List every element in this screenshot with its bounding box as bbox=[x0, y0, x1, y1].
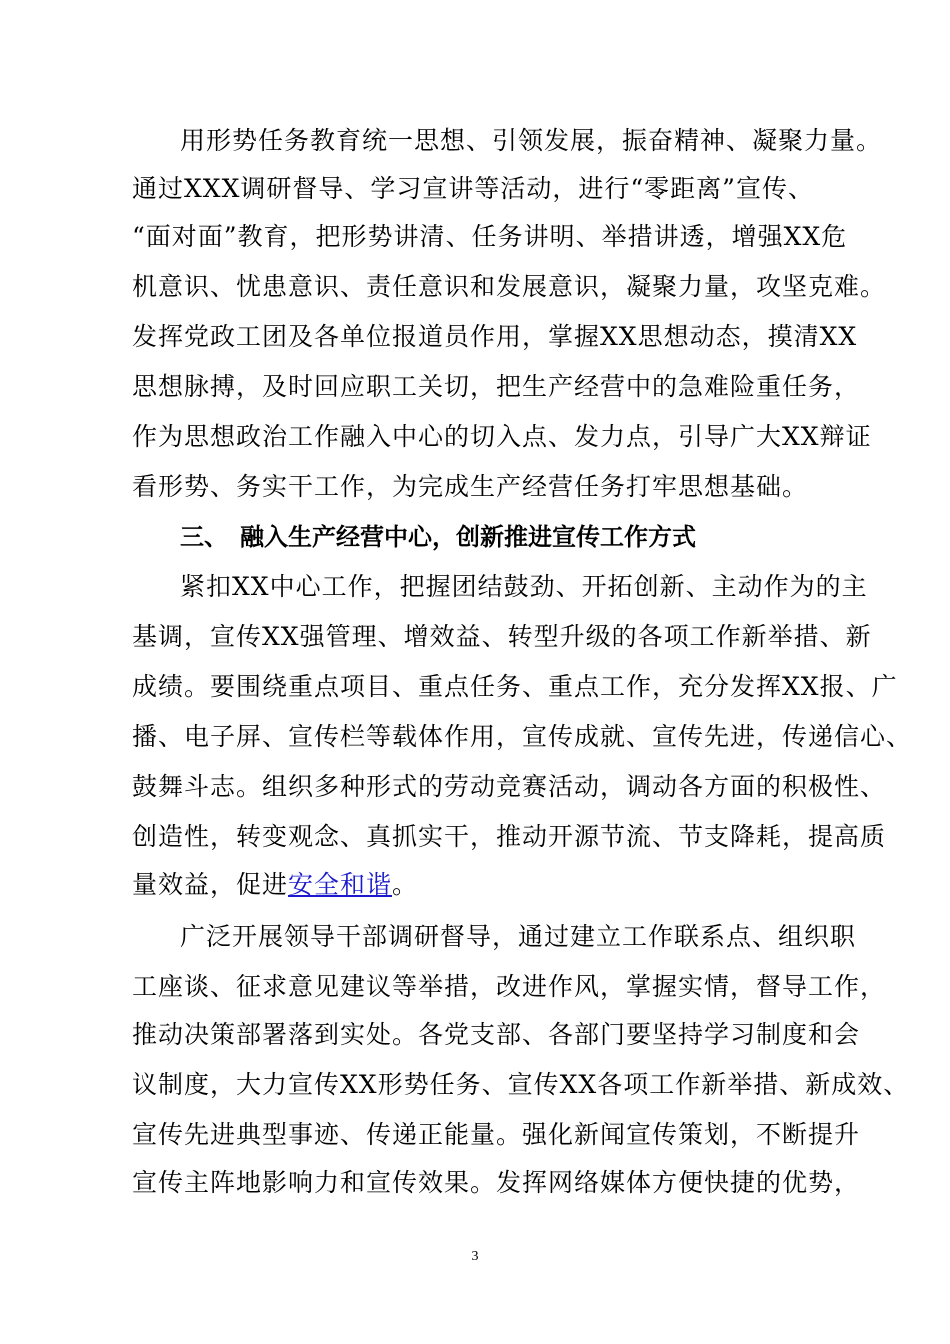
section-title: 融入生产经营中心，创新推进宣传工作方式 bbox=[240, 523, 696, 551]
paragraph-2-line-5: 鼓舞斗志。组织多种形式的劳动竞赛活动，调动各方面的积极性、 bbox=[132, 772, 887, 801]
paragraph-3-line-2: 工座谈、征求意见建议等举措，改进作风，掌握实情，督导工作， bbox=[132, 972, 887, 1001]
paragraph-1-line-6: 思想脉搏，及时回应职工关切，把生产经营中的急难险重任务， bbox=[132, 372, 861, 401]
paragraph-3-line-4: 议制度，大力宣传XX形势任务、宣传XX各项工作新举措、新成效、 bbox=[132, 1070, 910, 1099]
paragraph-2-line-2: 基调，宣传XX强管理、增效益、转型升级的各项工作新举措、新 bbox=[132, 622, 872, 651]
paragraph-2-line-1: 紧扣XX中心工作，把握团结鼓劲、开拓创新、主动作为的主 bbox=[180, 572, 868, 601]
paragraph-2-line-3: 成绩。要围绕重点项目、重点任务、重点工作，充分发挥XX报、广 bbox=[132, 672, 898, 701]
section-number: 三、 bbox=[180, 523, 228, 551]
paragraph-2-line-6: 创造性，转变观念、真抓实干，推动开源节流、节支降耗，提高质 bbox=[132, 822, 887, 851]
paragraph-2-line-7 bbox=[132, 868, 418, 902]
paragraph-1-line-7: 作为思想政治工作融入中心的切入点、发力点，引导广大XX辩证 bbox=[132, 422, 872, 451]
paragraph-1-line-2: 通过XXX调研督导、学习宣讲等活动，进行“零距离”宣传、 bbox=[132, 174, 814, 203]
paragraph-2-line-4: 播、电子屏、宣传栏等载体作用，宣传成就、宣传先进，传递信心、 bbox=[132, 722, 913, 751]
paragraph-2-last-punct: 。 bbox=[392, 870, 419, 899]
safety-harmony-link[interactable]: 安全和谐 bbox=[288, 870, 393, 899]
paragraph-1-line-1: 用形势任务教育统一思想、引领发展，振奋精神、凝聚力量。 bbox=[180, 126, 883, 155]
paragraph-1-line-3: “面对面”教育，把形势讲清、任务讲明、举措讲透，增强XX危 bbox=[132, 222, 848, 251]
paragraph-1-line-8: 看形势、务实干工作，为完成生产经营任务打牢思想基础。 bbox=[132, 472, 809, 501]
paragraph-3-line-6: 宣传主阵地影响力和宣传效果。发挥网络媒体方便快捷的优势， bbox=[132, 1168, 861, 1197]
paragraph-2-last-text: 量效益，促进 bbox=[132, 870, 289, 899]
page-number: 3 bbox=[471, 1249, 479, 1264]
paragraph-3-line-1: 广泛开展领导干部调研督导，通过建立工作联系点、组织职 bbox=[180, 922, 857, 951]
section-heading bbox=[180, 520, 696, 554]
paragraph-1-line-5: 发挥党政工团及各单位报道员作用，掌握XX思想动态，摸清XX bbox=[132, 322, 858, 351]
paragraph-3-line-5: 宣传先进典型事迹、传递正能量。强化新闻宣传策划，不断提升 bbox=[132, 1120, 861, 1149]
paragraph-3-line-3: 推动决策部署落到实处。各党支部、各部门要坚持学习制度和会 bbox=[132, 1020, 861, 1049]
paragraph-1-line-4: 机意识、忧患意识、责任意识和发展意识，凝聚力量，攻坚克难。 bbox=[132, 272, 887, 301]
